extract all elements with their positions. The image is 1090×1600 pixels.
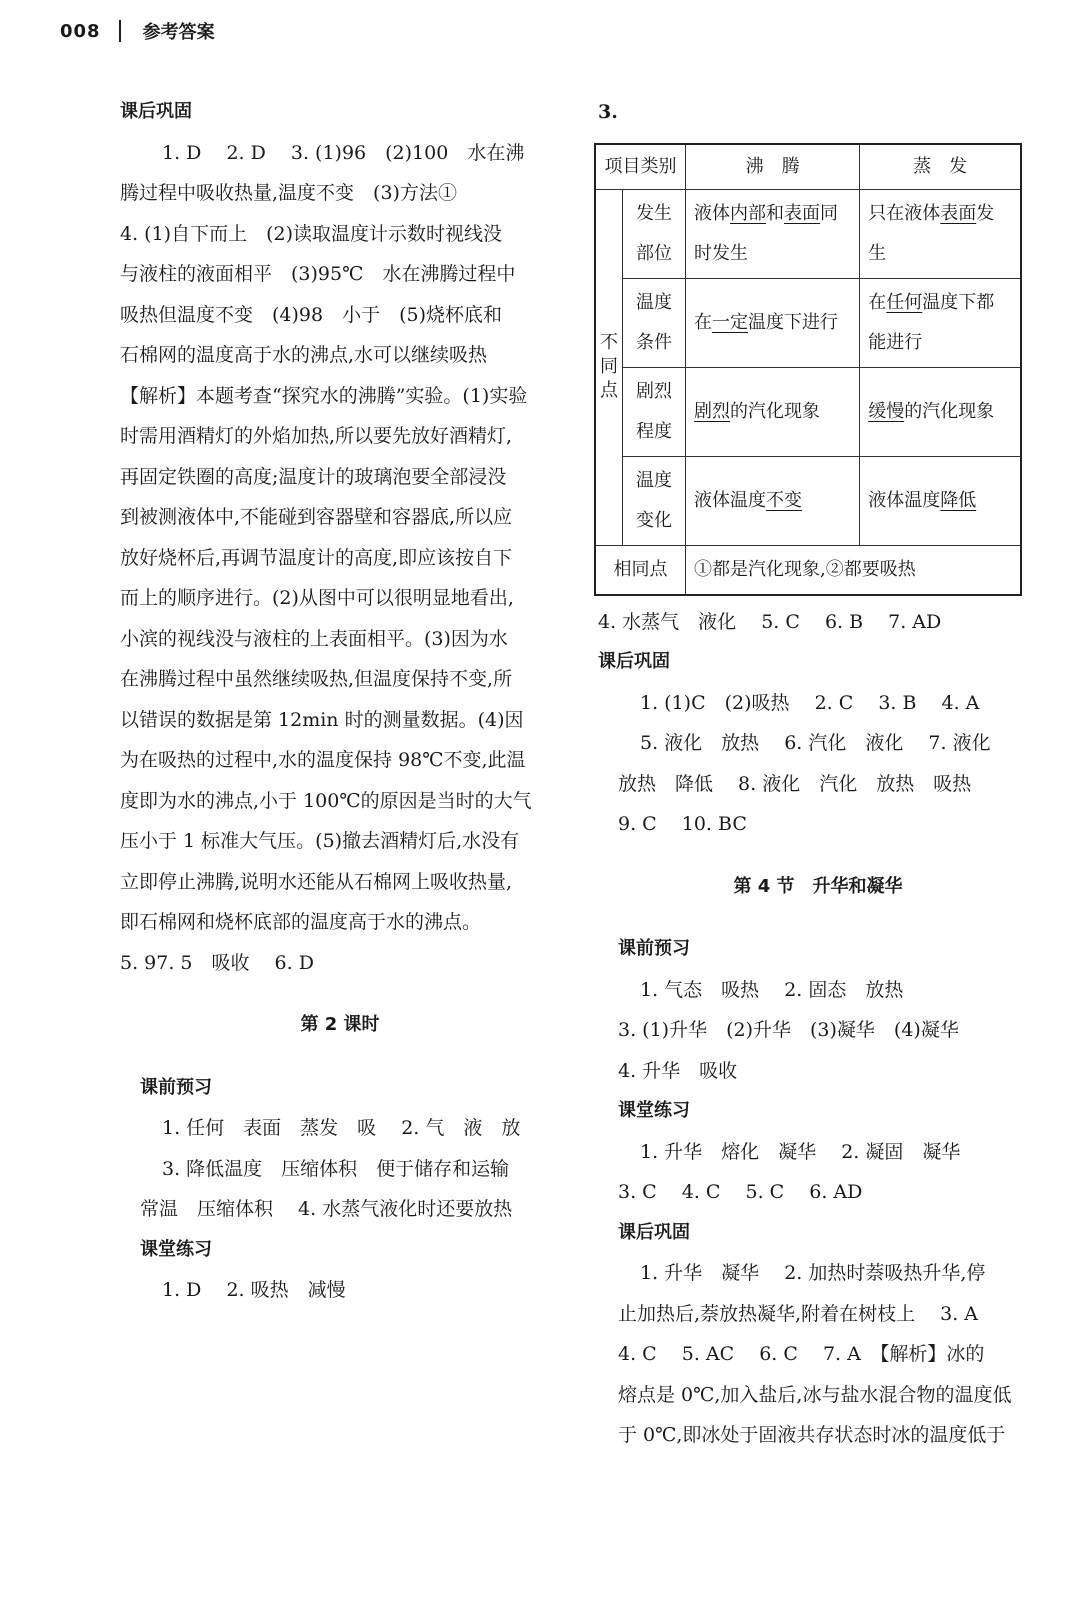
table-cell: 液体内部和表面同时发生 (686, 189, 860, 278)
analysis-line: 时需用酒精灯的外焰加热,所以要先放好酒精灯, (120, 425, 513, 447)
analysis-line: 小滨的视线没与液柱的上表面相平。(3)因为水 (120, 627, 508, 650)
analysis-line: 压小于 1 标准大气压。(5)撤去酒精灯后,水没有 (120, 830, 520, 852)
section4-title: 第 4 节 升华和凝华 (733, 875, 903, 897)
page-header (60, 14, 215, 48)
analysis-line: 再固定铁圈的高度;温度计的玻璃泡要全部浸没 (120, 465, 507, 488)
comparison-table (594, 143, 1022, 596)
analysis-line: 在沸腾过程中虽然继续吸热,但温度保持不变,所 (120, 668, 513, 690)
sub-label-cell: 温度变化 (623, 456, 686, 545)
table-header-cell: 蒸 发 (860, 144, 1021, 190)
answer-line: 4. 水蒸气 液化 5. C 6. B 7. AD (598, 610, 942, 633)
answer-line: 9. C 10. BC (618, 813, 747, 835)
analysis-line: 立即停止沸腾,说明水还能从石棉网上吸收热量, (120, 870, 513, 893)
section-title: 课堂练习 (140, 1238, 212, 1260)
table-cell: 只在液体表面发生 (860, 189, 1021, 278)
table-row (595, 545, 1021, 595)
header-divider (119, 20, 121, 42)
answer-line: 石棉网的温度高于水的沸点,水可以继续吸热 (120, 344, 488, 366)
table-header-row (595, 144, 1021, 190)
answer-line: 3. 降低温度 压缩体积 便于储存和运输 (162, 1157, 510, 1180)
left-column (120, 92, 560, 1311)
answer-line: 1. (1)C (2)吸热 2. C 3. B 4. A (640, 691, 980, 714)
analysis-line: 于 0℃,即冰处于固液共存状态时冰的温度低于 (618, 1424, 1006, 1446)
same-label-cell: 相同点 (595, 545, 686, 595)
table-row (595, 189, 1021, 278)
section-title: 课前预习 (140, 1076, 212, 1098)
analysis-line: 以错误的数据是第 12min 时的测量数据。(4)因 (120, 708, 524, 731)
analysis-line: 即石棉网和烧杯底部的温度高于水的沸点。 (120, 911, 482, 933)
answer-line: 5. 97. 5 吸收 6. D (120, 951, 314, 974)
lesson-title: 第 2 课时 (300, 1014, 380, 1035)
diff-label-cell: 不同点 (595, 189, 623, 545)
table-header-cell: 沸 腾 (686, 144, 860, 190)
answer-line: 4. (1)自下而上 (2)读取温度计示数时视线没 (120, 222, 502, 245)
answer-line: 4. 升华 吸收 (618, 1059, 738, 1082)
same-value-cell: ①都是汽化现象,②都要吸热 (686, 545, 1022, 595)
answer-line: 3. C 4. C 5. C 6. AD (618, 1181, 863, 1203)
table-cell: 液体温度降低 (860, 456, 1021, 545)
answer-line: 3. (1)升华 (2)升华 (3)凝华 (4)凝华 (618, 1019, 959, 1041)
table-row (595, 456, 1021, 545)
header-title: 参考答案 (142, 22, 215, 43)
answer-line: 与液柱的液面相平 (3)95℃ 水在沸腾过程中 (120, 263, 516, 285)
analysis-line: 度即为水的沸点,小于 100℃的原因是当时的大气 (120, 789, 532, 812)
sub-label-cell: 发生部位 (623, 189, 686, 278)
answer-line: 吸热但温度不变 (4)98 小于 (5)烧杯底和 (120, 303, 503, 326)
section-title: 课前预习 (618, 938, 690, 959)
section-title: 课后巩固 (618, 1221, 690, 1243)
answer-line: 1. 升华 凝华 2. 加热时萘吸热升华,停 (640, 1262, 986, 1284)
table-cell: 在任何温度下都能进行 (860, 278, 1021, 367)
analysis-line: 【解析】本题考查“探究水的沸腾”实验。(1)实验 (120, 384, 528, 407)
sub-label-cell: 剧烈程度 (623, 367, 686, 456)
sub-label-cell: 温度条件 (623, 278, 686, 367)
table-row (595, 367, 1021, 456)
page-number: 008 (60, 20, 101, 42)
answer-line: 常温 压缩体积 4. 水蒸气液化时还要放热 (140, 1198, 513, 1220)
section-title: 课后巩固 (598, 651, 670, 672)
analysis-line: 而上的顺序进行。(2)从图中可以很明显地看出, (120, 587, 514, 609)
section-title: 课堂练习 (618, 1100, 690, 1121)
analysis-line: 熔点是 0℃,加入盐后,冰与盐水混合物的温度低 (618, 1383, 1012, 1406)
table-cell: 剧烈的汽化现象 (686, 367, 860, 456)
table-header-cell: 项目类别 (595, 144, 686, 190)
answer-line: 放热 降低 8. 液化 汽化 放热 吸热 (618, 772, 972, 795)
answer-line: 止加热后,萘放热凝华,附着在树枝上 3. A (618, 1302, 979, 1325)
answer-line: 1. 升华 熔化 凝华 2. 凝固 凝华 (640, 1140, 961, 1163)
answer-line: 5. 液化 放热 6. 汽化 液化 7. 液化 (640, 732, 991, 754)
section-title: 课后巩固 (120, 101, 192, 122)
table-row (595, 278, 1021, 367)
question-label: 3. (598, 101, 618, 123)
right-column (598, 92, 1038, 1456)
answer-line: 1. 气态 吸热 2. 固态 放热 (640, 978, 904, 1001)
analysis-line: 到被测液体中,不能碰到容器壁和容器底,所以应 (120, 506, 513, 528)
table-cell: 在一定温度下进行 (686, 278, 860, 367)
answer-line: 1. D 2. D 3. (1)96 (2)100 水在沸 (162, 141, 525, 164)
answer-line: 4. C 5. AC 6. C 7. A 【解析】冰的 (618, 1343, 985, 1365)
analysis-line: 为在吸热的过程中,水的温度保持 98℃不变,此温 (120, 749, 526, 771)
answer-line: 1. 任何 表面 蒸发 吸 2. 气 液 放 (162, 1117, 521, 1139)
analysis-line: 放好烧杯后,再调节温度计的高度,即应该按自下 (120, 546, 513, 569)
answer-line: 腾过程中吸收热量,温度不变 (3)方法① (120, 182, 457, 204)
table-cell: 液体温度不变 (686, 456, 860, 545)
answer-line: 1. D 2. 吸热 减慢 (162, 1279, 346, 1301)
table-cell: 缓慢的汽化现象 (860, 367, 1021, 456)
